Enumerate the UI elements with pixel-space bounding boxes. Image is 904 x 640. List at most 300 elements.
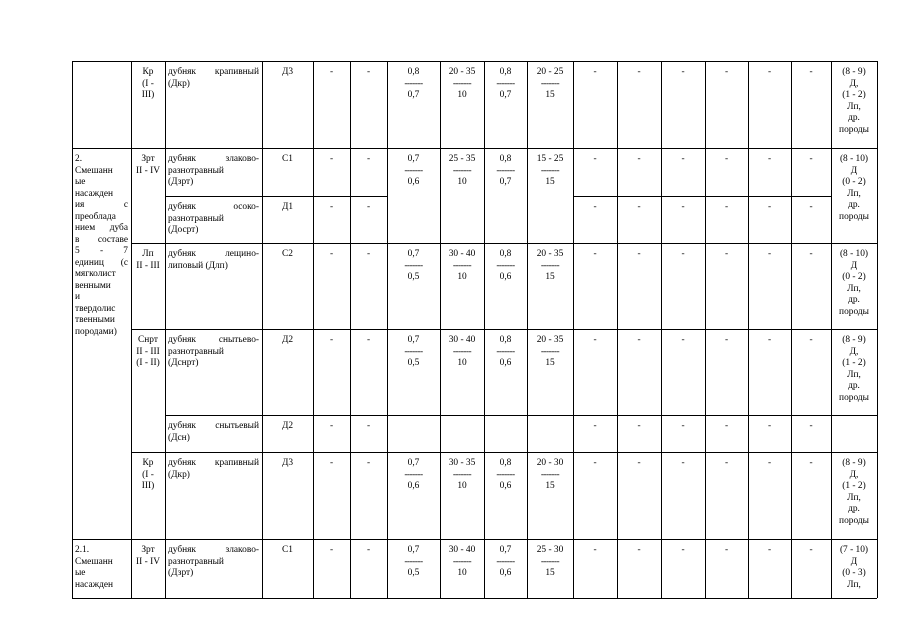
group-label-line: ые [75, 177, 86, 187]
dash-value: - [593, 458, 597, 468]
fraction-cell [484, 329, 527, 415]
fraction-cell [527, 329, 573, 415]
note-line: Д, [849, 469, 859, 480]
dash-cell [350, 243, 387, 329]
fraction-value: 15 [545, 177, 555, 187]
dash-value: - [329, 154, 334, 164]
fraction [443, 335, 481, 370]
note-line: др. [848, 381, 860, 391]
fraction-bar: ------- [540, 260, 560, 271]
dash-value: - [637, 545, 641, 555]
fraction-bar: ------- [496, 78, 515, 89]
fraction-bar: ------- [452, 165, 472, 176]
name-line: (Дсн) [168, 432, 190, 443]
group-label-line: и [75, 292, 81, 302]
fraction-value: 0,5 [407, 358, 420, 368]
group-label-line: единиц (с [75, 257, 128, 268]
dash-cell [313, 415, 350, 452]
fraction-value: 20 - 35 [448, 67, 476, 77]
fraction-cell [484, 148, 527, 243]
name-line: дубняк снытьево- [168, 335, 259, 345]
note-line: др. [848, 504, 860, 514]
dash-value: - [809, 154, 813, 164]
dash-value: - [637, 421, 641, 431]
fraction-value: 15 [545, 272, 555, 282]
name-line: дубняк злаково- [168, 154, 259, 164]
name-cell [165, 452, 262, 539]
type-cell [131, 452, 165, 539]
name-cell [165, 243, 262, 329]
group-label-line: Смешанн [75, 556, 113, 567]
code-cell [262, 415, 313, 452]
dash-cell [705, 539, 748, 598]
note-line: породы [839, 211, 869, 222]
fraction-value: 0,7 [407, 545, 420, 555]
dash-cell [661, 148, 705, 196]
dash-cell [661, 539, 705, 598]
dash-cell [748, 148, 791, 196]
note-line: др. [848, 295, 860, 305]
fraction-value: 20 - 35 [536, 335, 564, 345]
group-label-line: насажден [75, 188, 114, 199]
dash-value: - [724, 67, 729, 77]
fraction [487, 335, 524, 370]
fraction-value: 30 - 40 [448, 249, 476, 259]
dash-value: - [724, 202, 729, 212]
dash-cell [748, 539, 791, 598]
dash-cell [791, 196, 831, 243]
dash-cell [313, 329, 350, 415]
note-line: Д, [849, 346, 859, 357]
fraction [390, 335, 437, 370]
fraction [530, 545, 570, 580]
name-line: дубняк крапивный [168, 67, 259, 77]
fraction-bar: ------- [452, 469, 472, 480]
name-line: дубняк злаково- [168, 545, 259, 555]
dash-cell [313, 539, 350, 598]
dash-value: - [809, 545, 813, 555]
dash-value: - [637, 67, 641, 77]
dash-value: - [767, 545, 772, 555]
dash-cell [573, 415, 617, 452]
fraction-cell [387, 329, 440, 415]
dash-cell [573, 61, 617, 148]
fraction-value: 0,7 [499, 545, 512, 555]
dash-value: - [593, 545, 597, 555]
fraction-value: 20 - 30 [536, 458, 564, 468]
name-cell [165, 196, 262, 243]
fraction-bar: ------- [496, 346, 515, 357]
dash-cell [791, 243, 831, 329]
fraction-cell [484, 539, 527, 598]
fraction-cell [387, 415, 440, 452]
dash-value: - [724, 249, 729, 259]
dash-value: - [593, 67, 597, 77]
type-label-line: Кр [142, 458, 154, 468]
fraction-cell [527, 452, 573, 539]
fraction [487, 154, 524, 189]
fraction-cell [527, 415, 573, 452]
fraction-value: 0,7 [407, 154, 420, 164]
dash-value: - [809, 458, 813, 468]
fraction-value: 15 - 25 [536, 154, 564, 164]
dash-value: - [809, 421, 813, 431]
group-cell [72, 61, 131, 148]
code-value: Д3 [281, 67, 294, 77]
fraction-value: 10 [457, 272, 467, 282]
code-cell [262, 61, 313, 148]
dash-cell [617, 148, 661, 196]
dash-value: - [809, 249, 813, 259]
code-cell [262, 539, 313, 598]
dash-cell [573, 452, 617, 539]
fraction-bar: ------- [404, 469, 423, 480]
dash-cell [350, 452, 387, 539]
fraction-cell [484, 243, 527, 329]
fraction-bar: ------- [540, 165, 560, 176]
fraction-cell [387, 452, 440, 539]
dash-cell [748, 243, 791, 329]
dash-cell [350, 148, 387, 196]
group-label-line: ые [75, 568, 86, 578]
type-label-line: Снрт [138, 335, 158, 345]
dash-value: - [724, 545, 729, 555]
note-line: Д [850, 556, 858, 567]
dash-value: - [366, 67, 371, 77]
dash-value: - [637, 202, 641, 212]
name-line: (Дкр) [168, 469, 190, 480]
code-cell [262, 329, 313, 415]
fraction-bar: ------- [404, 556, 423, 567]
fraction-value: 25 - 35 [448, 154, 476, 164]
dash-value: - [329, 335, 334, 345]
fraction-bar: ------- [404, 260, 423, 271]
fraction [443, 458, 481, 493]
code-value: Д2 [281, 421, 294, 431]
group-label-line: 5 - 7 [75, 246, 128, 256]
code-cell [262, 243, 313, 329]
dash-cell [350, 539, 387, 598]
name-line: липовый (Длп) [168, 260, 228, 271]
type-label-line: (I - II) [136, 358, 160, 368]
type-label-line: Зрт [141, 154, 155, 164]
fraction-cell [527, 61, 573, 148]
dash-cell [617, 452, 661, 539]
fraction-value: 0,7 [407, 90, 420, 100]
note-cell [831, 539, 877, 598]
fraction-bar: ------- [540, 469, 560, 480]
note-line: Лп, [847, 492, 861, 503]
group-label-line: насажден [75, 579, 114, 590]
name-cell [165, 148, 262, 196]
code-cell [262, 148, 313, 196]
note-line: Д, [849, 78, 859, 89]
fraction-value: 20 - 35 [536, 249, 564, 259]
dash-value: - [681, 335, 685, 345]
fraction-cell [440, 329, 484, 415]
dash-value: - [366, 335, 371, 345]
dash-value: - [366, 154, 371, 164]
dash-value: - [593, 421, 597, 431]
dash-cell [661, 415, 705, 452]
dash-value: - [724, 154, 729, 164]
fraction-value: 25 - 30 [536, 545, 564, 555]
fraction-value: 0,7 [407, 249, 420, 259]
dash-value: - [366, 421, 371, 431]
fraction [443, 67, 481, 102]
type-label-line: III) [141, 90, 155, 100]
fraction-cell [387, 243, 440, 329]
fraction-value: 0,7 [499, 177, 512, 187]
dash-cell [661, 329, 705, 415]
fraction-cell [387, 148, 440, 243]
fraction-cell [484, 61, 527, 148]
dash-cell [573, 148, 617, 196]
fraction-value: 30 - 40 [448, 545, 476, 555]
type-label-line: (I - [142, 78, 154, 89]
dash-value: - [767, 67, 772, 77]
fraction-value: 0,7 [407, 335, 420, 345]
group-label-line: ия с [75, 200, 128, 210]
type-label-line: Кр [142, 67, 154, 77]
dash-value: - [681, 545, 685, 555]
fraction-value: 0,8 [499, 335, 512, 345]
group-label-line: нием дуба [75, 223, 128, 233]
group-label-line: преоблада [75, 211, 116, 222]
dash-cell [617, 196, 661, 243]
dash-value: - [329, 458, 334, 468]
note-line: (1 - 2) [842, 90, 866, 100]
fraction [390, 67, 437, 102]
fraction-value: 0,7 [499, 90, 512, 100]
dash-cell [573, 539, 617, 598]
type-cell [131, 243, 165, 329]
fraction [390, 545, 437, 580]
dash-cell [705, 148, 748, 196]
dash-cell [617, 61, 661, 148]
dash-value: - [329, 202, 334, 212]
fraction-value: 0,6 [499, 272, 512, 282]
dash-value: - [681, 154, 685, 164]
fraction-value: 0,8 [499, 249, 512, 259]
fraction [530, 154, 570, 189]
type-label-line: II - IV [136, 556, 160, 567]
note-cell [831, 452, 877, 539]
fraction-value: 20 - 25 [536, 67, 564, 77]
fraction [487, 458, 524, 493]
forest-types-table [72, 61, 877, 598]
dash-value: - [681, 67, 685, 77]
note-line: (1 - 2) [842, 358, 866, 368]
group-cell [72, 148, 131, 539]
name-line: (Досрт) [168, 225, 199, 235]
fraction-value: 15 [545, 568, 555, 578]
fraction-bar: ------- [540, 556, 560, 567]
fraction-value: 0,6 [407, 481, 420, 491]
fraction-cell [484, 415, 527, 452]
fraction [487, 67, 524, 102]
group-label-line: в составе [75, 234, 128, 245]
dash-cell [748, 196, 791, 243]
note-cell [831, 243, 877, 329]
dash-value: - [366, 202, 371, 212]
code-value: С2 [282, 249, 293, 259]
fraction-cell [440, 539, 484, 598]
type-label-line: II - III [136, 346, 160, 357]
name-cell [165, 329, 262, 415]
note-line: Лп, [847, 101, 861, 112]
dash-cell [661, 243, 705, 329]
code-cell [262, 452, 313, 539]
group-label-line: 2.1. [75, 545, 90, 555]
dash-cell [705, 452, 748, 539]
fraction-value: 15 [545, 481, 555, 491]
dash-cell [350, 196, 387, 243]
dash-value: - [724, 458, 729, 468]
fraction [530, 458, 570, 493]
fraction-value: 0,8 [407, 67, 420, 77]
dash-cell [617, 539, 661, 598]
fraction-value: 10 [457, 568, 467, 578]
fraction-cell [440, 415, 484, 452]
dash-value: - [593, 202, 597, 212]
dash-cell [617, 243, 661, 329]
fraction-value: 15 [545, 358, 555, 368]
note-line: (0 - 3) [842, 568, 866, 578]
type-label-line: Лп [142, 249, 154, 259]
fraction [390, 154, 437, 189]
dash-value: - [329, 545, 334, 555]
fraction-value: 30 - 35 [448, 458, 476, 468]
note-line: Лп, [847, 188, 861, 199]
note-line: (0 - 2) [842, 177, 866, 187]
dash-cell [350, 61, 387, 148]
note-line: (1 - 2) [842, 481, 866, 491]
code-value: С1 [282, 545, 293, 555]
dash-cell [791, 452, 831, 539]
dash-cell [573, 243, 617, 329]
fraction [390, 458, 437, 493]
note-line: Д [850, 165, 858, 176]
group-label-line: Смешанн [75, 165, 113, 176]
name-line: разнотравный [168, 346, 224, 357]
dash-value: - [366, 249, 371, 259]
fraction-cell [440, 148, 484, 243]
fraction [530, 249, 570, 284]
fraction-value: 0,6 [499, 481, 512, 491]
dash-cell [350, 415, 387, 452]
code-value: С1 [282, 154, 293, 164]
fraction-cell [527, 539, 573, 598]
dash-value: - [366, 545, 371, 555]
type-label-line: III) [141, 481, 155, 491]
type-cell [131, 61, 165, 148]
note-line: (7 - 10) [839, 545, 869, 555]
dash-cell [617, 415, 661, 452]
dash-cell [791, 61, 831, 148]
fraction [443, 545, 481, 580]
dash-value: - [593, 249, 597, 259]
dash-value: - [767, 335, 772, 345]
name-line: разнотравный [168, 556, 224, 567]
note-cell [831, 329, 877, 415]
dash-cell [313, 243, 350, 329]
note-line: др. [848, 113, 860, 123]
fraction-cell [527, 148, 573, 243]
fraction-bar: ------- [452, 346, 472, 357]
note-cell [831, 148, 877, 243]
fraction [487, 545, 524, 580]
dash-cell [661, 452, 705, 539]
fraction-bar: ------- [452, 260, 472, 271]
dash-cell [705, 329, 748, 415]
dash-cell [573, 329, 617, 415]
name-cell [165, 415, 262, 452]
fraction-bar: ------- [496, 556, 515, 567]
fraction-cell [387, 61, 440, 148]
fraction-cell [527, 243, 573, 329]
dash-value: - [329, 67, 334, 77]
dash-value: - [767, 154, 772, 164]
dash-cell [748, 329, 791, 415]
dash-value: - [593, 335, 597, 345]
fraction-bar: ------- [452, 556, 472, 567]
type-label-line: (I - [142, 469, 154, 480]
code-cell [262, 196, 313, 243]
fraction-value: 0,8 [499, 458, 512, 468]
fraction [487, 249, 524, 284]
dash-value: - [809, 67, 813, 77]
type-cell [131, 329, 165, 452]
dash-cell [705, 243, 748, 329]
dash-cell [791, 148, 831, 196]
fraction-bar: ------- [496, 469, 515, 480]
type-cell [131, 148, 165, 243]
dash-value: - [637, 249, 641, 259]
fraction-value: 30 - 40 [448, 335, 476, 345]
fraction [530, 67, 570, 102]
type-label-line: Зрт [141, 545, 155, 555]
dash-cell [313, 452, 350, 539]
dash-value: - [724, 335, 729, 345]
dash-cell [350, 329, 387, 415]
dash-value: - [593, 154, 597, 164]
name-line: дубняк лещино- [168, 249, 259, 259]
dash-cell [313, 148, 350, 196]
group-label-line: твенными [75, 315, 115, 325]
name-cell [165, 61, 262, 148]
dash-cell [748, 452, 791, 539]
code-value: Д3 [281, 458, 294, 468]
dash-cell [313, 61, 350, 148]
dash-cell [705, 415, 748, 452]
dash-cell [705, 61, 748, 148]
type-label-line: II - III [136, 260, 160, 271]
dash-cell [791, 329, 831, 415]
fraction-value: 0,6 [499, 568, 512, 578]
fraction-cell [484, 452, 527, 539]
note-line: (8 - 10) [839, 249, 869, 259]
dash-cell [313, 196, 350, 243]
dash-value: - [724, 421, 729, 431]
note-line: Лп, [847, 579, 861, 590]
group-label-line: венными [75, 280, 111, 291]
dash-value: - [637, 458, 641, 468]
name-line: (Дзрт) [168, 177, 194, 187]
group-label-line: 2. [75, 154, 83, 164]
dash-cell [617, 329, 661, 415]
name-line: (Дзрт) [168, 568, 194, 578]
